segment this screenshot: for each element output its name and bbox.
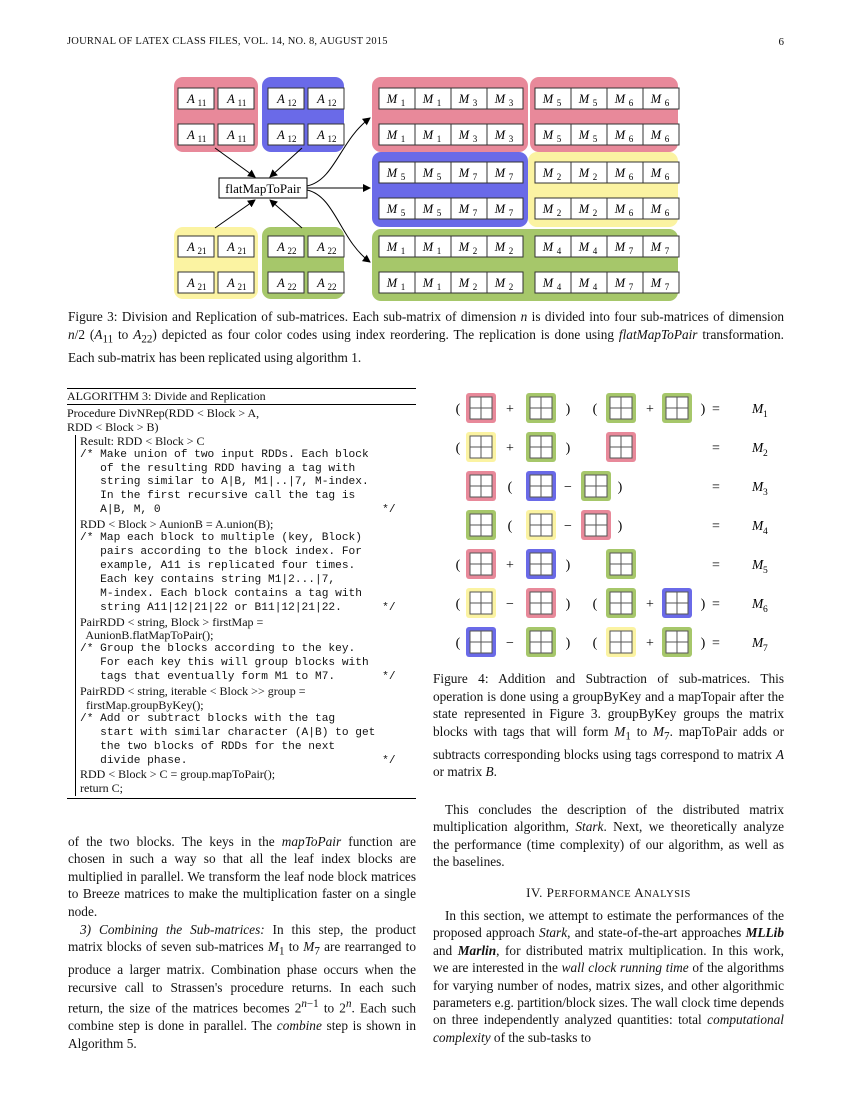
matrix-cell-label: M (386, 128, 398, 142)
svg-text:2: 2 (472, 282, 478, 292)
svg-text:21: 21 (237, 246, 247, 256)
matrix-cell (308, 236, 344, 257)
algorithm-line: the two blocks of RDDs for the next (75, 741, 416, 755)
algorithm-line: AunionB.flatMapToPair(); (75, 629, 416, 643)
matrix-cell-label: M (542, 202, 554, 216)
svg-text:=: = (712, 636, 720, 651)
svg-text:3: 3 (508, 134, 514, 144)
algorithm-line: RDD < Block > C = group.mapToPair(); (75, 768, 416, 782)
svg-text:=: = (712, 480, 720, 495)
matrix-cell-label: M (650, 240, 662, 254)
svg-text:11: 11 (237, 98, 247, 108)
svg-text:2: 2 (763, 449, 768, 459)
matrix-cell (268, 236, 304, 257)
figure-4 (430, 385, 830, 670)
matrix-cell-label: M (542, 166, 554, 180)
svg-text:−: − (506, 636, 514, 651)
matrix-cell-label: M (614, 276, 626, 290)
svg-text:+: + (646, 402, 654, 417)
flatmap-label: flatMapToPair (225, 181, 301, 196)
matrix-cell-label: A (317, 92, 325, 106)
algorithm-line: /* Make union of two input RDDs. Each block (75, 449, 416, 463)
svg-text:21: 21 (197, 246, 207, 256)
algorithm-line: A|B, M, 0 */ (75, 504, 416, 518)
matrix-cell-label: A (187, 276, 195, 290)
matrix-cell (218, 88, 254, 109)
matrix-cell-label: M (458, 166, 470, 180)
matrix-cell-label: M (494, 166, 506, 180)
matrix-cell-label: M (458, 92, 470, 106)
svg-text:11: 11 (197, 98, 207, 108)
matrix-cell-label: M (650, 166, 662, 180)
svg-text:2: 2 (592, 208, 598, 218)
matrix-cell-label: M (494, 92, 506, 106)
svg-text:4: 4 (556, 246, 562, 256)
matrix-cell-label: A (317, 240, 325, 254)
algorithm-3 (67, 388, 416, 799)
svg-text:6: 6 (628, 172, 634, 182)
svg-text:): ) (565, 402, 571, 417)
svg-text:5: 5 (436, 208, 442, 218)
matrix-cell (268, 88, 304, 109)
matrix-cell (308, 124, 344, 145)
figure-3 (0, 0, 850, 305)
algorithm-line: example, A11 is replicated four times. (75, 560, 416, 574)
algorithm-line: of the resulting RDD having a tag with (75, 463, 416, 477)
matrix-cell (268, 124, 304, 145)
svg-text:2: 2 (508, 246, 514, 256)
svg-text:(: ( (455, 402, 461, 417)
svg-text:3: 3 (472, 98, 478, 108)
matrix-cell-label: M (578, 276, 590, 290)
svg-text:+: + (506, 402, 514, 417)
svg-text:(: ( (507, 519, 513, 534)
matrix-cell (178, 124, 214, 145)
page-number: 6 (778, 36, 784, 48)
matrix-cell-label: A (227, 276, 235, 290)
left-paragraph-1: of the two blocks. The keys in the mapToPair function are chosen in such a way so that all the leaf index blocks are multiplied in parallel. We transform the leaf node block matrices to Breeze matrices to make the multiplication faster on a single node. (68, 834, 416, 919)
svg-text:1: 1 (436, 282, 442, 292)
svg-text:2: 2 (472, 246, 478, 256)
svg-text:6: 6 (628, 134, 634, 144)
svg-text:=: = (712, 519, 720, 534)
matrix-cell-label: A (227, 240, 235, 254)
svg-text:6: 6 (664, 208, 670, 218)
matrix-cell-label: A (227, 128, 235, 142)
svg-text:6: 6 (628, 208, 634, 218)
svg-text:): ) (565, 597, 571, 612)
svg-text:5: 5 (592, 98, 598, 108)
svg-text:6: 6 (664, 134, 670, 144)
algorithm-line: pairs according to the block index. For (75, 546, 416, 560)
matrix-cell-label: M (614, 128, 626, 142)
svg-text:7: 7 (508, 208, 514, 218)
algorithm-line: RDD < Block > AunionB = A.union(B); (75, 518, 416, 532)
matrix-cell-label: M (458, 240, 470, 254)
svg-text:7: 7 (628, 282, 634, 292)
svg-text:+: + (646, 636, 654, 651)
result-label: M (752, 440, 764, 455)
algorithm-line: tags that eventually form M1 to M7. */ (75, 671, 416, 685)
svg-text:(: ( (455, 441, 461, 456)
svg-text:1: 1 (400, 134, 406, 144)
algorithm-line: PairRDD < string, Block > firstMap = (75, 616, 416, 630)
matrix-cell (178, 272, 214, 293)
svg-text:22: 22 (287, 246, 297, 256)
matrix-cell-label: A (317, 276, 325, 290)
svg-text:6: 6 (763, 605, 768, 615)
svg-text:22: 22 (327, 246, 337, 256)
matrix-cell-label: M (614, 166, 626, 180)
matrix-cell-label: M (650, 276, 662, 290)
algorithm-line: start with similar character (A|B) to get (75, 727, 416, 741)
svg-text:=: = (712, 441, 720, 456)
svg-text:7: 7 (508, 172, 514, 182)
algorithm-line: For each key this will group blocks with (75, 657, 416, 671)
matrix-cell-label: A (277, 240, 285, 254)
svg-text:+: + (506, 441, 514, 456)
matrix-cell (178, 88, 214, 109)
matrix-cell-label: M (650, 92, 662, 106)
matrix-cell-label: M (578, 128, 590, 142)
matrix-cell-label: A (277, 276, 285, 290)
svg-text:2: 2 (508, 282, 514, 292)
algorithm-line: string similar to A|B, M1|..|7, M-index. (75, 476, 416, 490)
svg-text:7: 7 (664, 282, 670, 292)
result-label: M (752, 401, 764, 416)
svg-text:1: 1 (436, 246, 442, 256)
svg-text:(: ( (592, 636, 598, 651)
svg-text:5: 5 (400, 208, 406, 218)
svg-text:1: 1 (436, 134, 442, 144)
matrix-cell-label: M (386, 276, 398, 290)
matrix-cell-label: M (494, 202, 506, 216)
result-label: M (752, 518, 764, 533)
matrix-cell-label: M (386, 202, 398, 216)
matrix-cell-label: A (227, 92, 235, 106)
result-label: M (752, 596, 764, 611)
algorithm-line: string A11|12|21|22 or B11|12|21|22. */ (75, 602, 416, 616)
svg-text:5: 5 (592, 134, 598, 144)
svg-text:4: 4 (556, 282, 562, 292)
svg-text:(: ( (592, 597, 598, 612)
matrix-cell-label: M (422, 92, 434, 106)
svg-text:1: 1 (400, 282, 406, 292)
svg-text:12: 12 (287, 98, 297, 108)
svg-text:(: ( (507, 480, 513, 495)
matrix-cell-label: A (187, 92, 195, 106)
svg-text:21: 21 (237, 282, 247, 292)
algorithm-line: RDD < Block > B) (67, 419, 159, 434)
svg-text:=: = (712, 558, 720, 573)
algorithm-title: ALGORITHM 3: Divide and Replication (67, 389, 416, 405)
result-label: M (752, 479, 764, 494)
algorithm-line: /* Map each block to multiple (key, Block) (75, 532, 416, 546)
svg-text:4: 4 (592, 282, 598, 292)
svg-text:3: 3 (508, 98, 514, 108)
svg-text:3: 3 (472, 134, 478, 144)
svg-text:7: 7 (763, 644, 768, 654)
svg-text:22: 22 (287, 282, 297, 292)
svg-text:(: ( (455, 636, 461, 651)
matrix-cell-label: M (542, 240, 554, 254)
svg-text:2: 2 (556, 208, 562, 218)
svg-text:): ) (565, 441, 571, 456)
matrix-cell (218, 124, 254, 145)
svg-text:11: 11 (197, 134, 207, 144)
matrix-cell-label: M (614, 202, 626, 216)
svg-text:): ) (700, 597, 706, 612)
matrix-cell-label: A (187, 128, 195, 142)
algorithm-line: Procedure DivNRep(RDD < Block > A, (67, 405, 260, 420)
result-label: M (752, 635, 764, 650)
matrix-cell-label: M (494, 276, 506, 290)
svg-text:2: 2 (556, 172, 562, 182)
algorithm-line: PairRDD < string, iterable < Block >> group = (75, 685, 416, 699)
matrix-cell-label: M (578, 166, 590, 180)
svg-text:21: 21 (197, 282, 207, 292)
svg-text:+: + (506, 558, 514, 573)
algorithm-line: /* Group the blocks according to the key. (75, 643, 416, 657)
matrix-cell-label: M (458, 128, 470, 142)
svg-text:6: 6 (664, 98, 670, 108)
svg-text:−: − (506, 597, 514, 612)
svg-text:1: 1 (400, 98, 406, 108)
svg-text:5: 5 (763, 566, 768, 576)
svg-text:22: 22 (327, 282, 337, 292)
matrix-cell-label: M (386, 92, 398, 106)
svg-text:): ) (700, 636, 706, 651)
svg-text:12: 12 (327, 98, 337, 108)
matrix-cell-label: M (494, 128, 506, 142)
algorithm-line: divide phase. */ (75, 755, 416, 769)
svg-text:5: 5 (436, 172, 442, 182)
matrix-cell-label: M (422, 276, 434, 290)
matrix-cell-label: M (578, 92, 590, 106)
matrix-cell-label: M (422, 202, 434, 216)
svg-text:4: 4 (592, 246, 598, 256)
matrix-cell-label: A (317, 128, 325, 142)
svg-text:7: 7 (472, 208, 478, 218)
matrix-cell-label: A (187, 240, 195, 254)
svg-text:): ) (565, 558, 571, 573)
algorithm-line: Result: RDD < Block > C (75, 435, 416, 449)
svg-text:4: 4 (763, 527, 768, 537)
matrix-cell (308, 88, 344, 109)
right-paragraph-2: In this section, we attempt to estimate the performances of the proposed approach Stark, and state-of-the-art approaches MLLib and Marlin, for distributed matrix multiplication. In this work, we are interested in the wall clock running time of the algorithms for varying number of nodes, matrix sizes, and other algorithmic parameters e.g. partition/block sizes. The wall clock time depends on three independently analyzed quantities: total computational complexity of the sub-tasks to (433, 908, 784, 1045)
matrix-cell-label: M (578, 240, 590, 254)
matrix-cell-label: M (386, 240, 398, 254)
svg-text:11: 11 (237, 134, 247, 144)
svg-text:−: − (564, 519, 572, 534)
algorithm-line: /* Add or subtract blocks with the tag (75, 713, 416, 727)
figure-4-caption: Figure 4: Addition and Subtraction of sub-matrices. This operation is done using a groupByKey and a mapTopair after the state represented in Figure 3. groupByKey groups the matrix blocks with tags that will form $M_1$ to $M_7$. mapToPair adds or subtracts corresponding blocks using tags correspond to matrix A or matrix B. (433, 671, 785, 780)
matrix-cell-label: M (614, 92, 626, 106)
matrix-cell-label: M (386, 166, 398, 180)
matrix-cell-label: A (277, 92, 285, 106)
svg-text:+: + (646, 597, 654, 612)
algorithm-line: In the first recursive call the tag is (75, 490, 416, 504)
right-paragraph-1: This concludes the description of the distributed matrix multiplication algorithm, Stark. Next, we theoretically analyze the performance (time complexity) of our algorithm, as well as the baselines. (433, 802, 784, 870)
svg-text:(: ( (455, 597, 461, 612)
svg-text:3: 3 (763, 488, 768, 498)
left-paragraph-2: 3) Combining the Sub-matrices: In this step, the product matrix blocks of seven sub-matrices $M_1$ to $M_7$ are rearranged to produce a larger matrix. Combination phase occurs when the recursive call to Strassen's procedure returns. In each such return, the size of the matrices becomes $2^{n-1}$ to 2$^n$. Each such combine step is done in parallel. The combine step is shown in Algorithm 5. (68, 922, 416, 1051)
svg-text:6: 6 (664, 172, 670, 182)
svg-text:7: 7 (472, 172, 478, 182)
svg-text:=: = (712, 597, 720, 612)
svg-text:−: − (564, 480, 572, 495)
matrix-cell-label: M (458, 276, 470, 290)
running-header: JOURNAL OF LATEX CLASS FILES, VOL. 14, NO. 8, AUGUST 2015 (67, 36, 388, 47)
svg-text:): ) (700, 402, 706, 417)
matrix-cell-label: M (614, 240, 626, 254)
algorithm-line: M-index. Each block contains a tag with (75, 588, 416, 602)
matrix-cell-label: M (422, 166, 434, 180)
algorithm-line: return C; (75, 782, 416, 796)
svg-text:): ) (617, 519, 623, 534)
matrix-cell-label: M (542, 128, 554, 142)
svg-text:(: ( (592, 402, 598, 417)
svg-text:=: = (712, 402, 720, 417)
svg-text:7: 7 (628, 246, 634, 256)
result-label: M (752, 557, 764, 572)
matrix-cell-label: A (277, 128, 285, 142)
matrix-cell-label: M (422, 128, 434, 142)
svg-text:1: 1 (436, 98, 442, 108)
matrix-cell (218, 236, 254, 257)
svg-text:7: 7 (664, 246, 670, 256)
matrix-cell-label: M (650, 128, 662, 142)
svg-text:(: ( (455, 558, 461, 573)
matrix-cell (218, 272, 254, 293)
matrix-cell-label: M (542, 276, 554, 290)
svg-text:12: 12 (287, 134, 297, 144)
svg-text:): ) (565, 636, 571, 651)
svg-text:12: 12 (327, 134, 337, 144)
section-heading: IV. PERFORMANCE ANALYSIS (526, 885, 691, 900)
svg-text:5: 5 (556, 98, 562, 108)
matrix-cell (308, 272, 344, 293)
svg-text:5: 5 (556, 134, 562, 144)
matrix-cell-label: M (650, 202, 662, 216)
figure-3-caption: Figure 3: Division and Replication of sub-matrices. Each sub-matrix of dimension n is divided into four sub-matrices of dimension n/2 ($A_{11}$ to $A_{22}$) depicted as four color codes using index reordering. The replication is done using flatMapToPair transformation. Each sub-matrix has been replicated using algorithm 1. (68, 309, 784, 365)
matrix-cell-label: M (494, 240, 506, 254)
svg-text:1: 1 (400, 246, 406, 256)
svg-text:5: 5 (400, 172, 406, 182)
matrix-cell-label: M (422, 240, 434, 254)
matrix-cell (178, 236, 214, 257)
matrix-cell-label: M (542, 92, 554, 106)
matrix-cell-label: M (458, 202, 470, 216)
svg-text:6: 6 (628, 98, 634, 108)
algorithm-line: Each key contains string M1|2...|7, (75, 574, 416, 588)
svg-text:): ) (617, 480, 623, 495)
svg-text:1: 1 (763, 410, 768, 420)
svg-text:2: 2 (592, 172, 598, 182)
matrix-cell (268, 272, 304, 293)
matrix-cell-label: M (578, 202, 590, 216)
algorithm-line: firstMap.groupByKey(); (75, 699, 416, 713)
